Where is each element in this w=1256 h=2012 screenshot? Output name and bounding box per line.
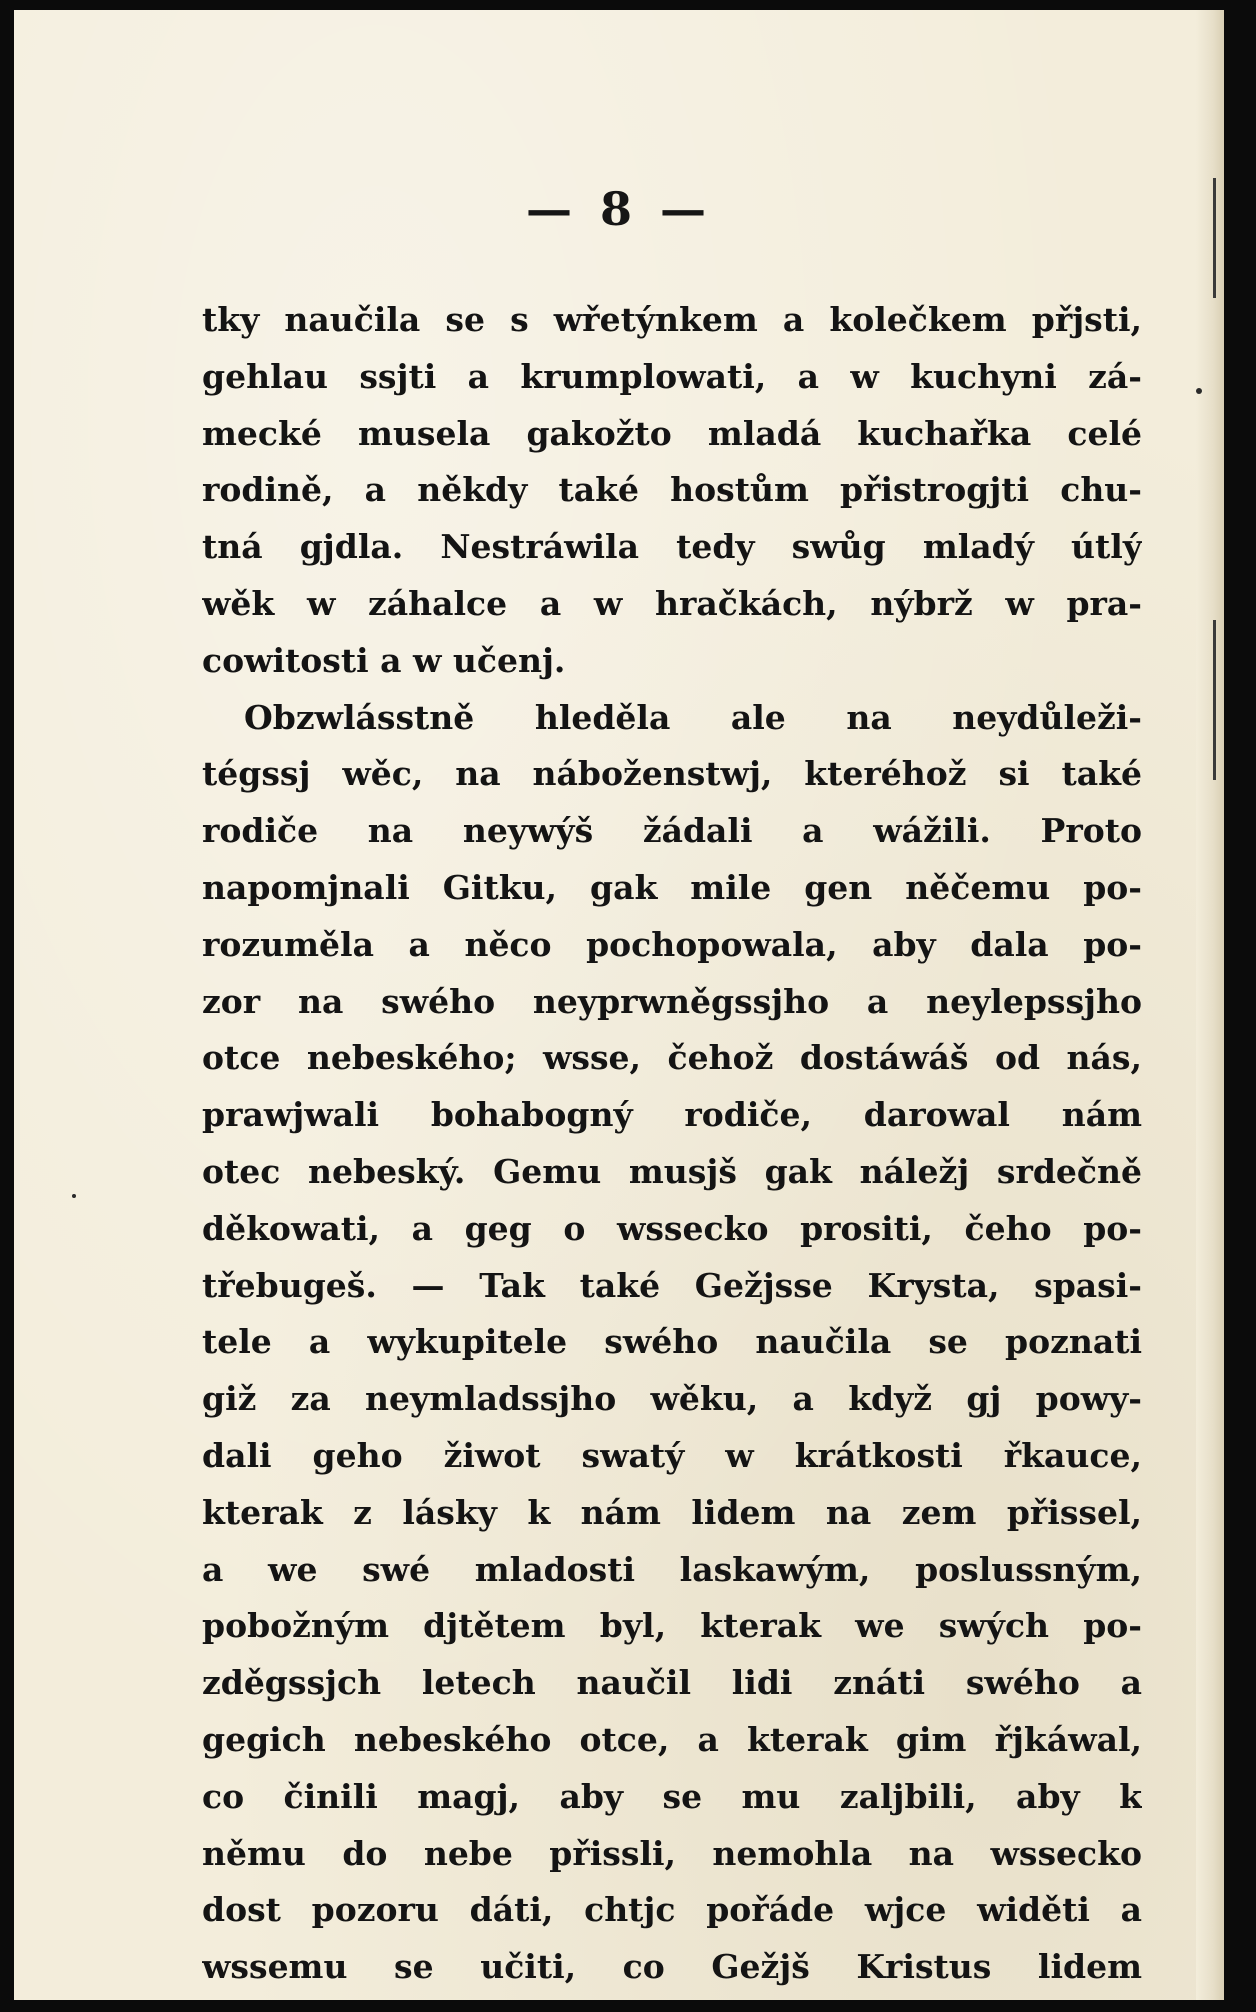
text-line: prawjwali bohabogný rodiče, darowal nám bbox=[202, 1095, 1142, 1135]
page-number: — 8 — bbox=[525, 182, 713, 236]
body-text bbox=[202, 292, 1142, 1996]
book-page bbox=[14, 10, 1224, 2000]
text-line: rodině, a někdy také hostům přistrogjti chu- bbox=[202, 470, 1142, 510]
edge-mark bbox=[1213, 620, 1216, 780]
text-line: tná gjdla. Nestráwila tedy swůg mladý útlý bbox=[202, 527, 1142, 567]
text-line: zor na swého neyprwněgssjho a neylepssjho bbox=[202, 981, 1142, 1021]
text-line: dali geho žiwot swatý w krátkosti řkauce, bbox=[202, 1435, 1142, 1475]
text-line: kterak z lásky k nám lidem na zem přissel, bbox=[202, 1492, 1142, 1532]
text-line: otce nebeského; wsse, čehož dostáwáš od nás, bbox=[202, 1038, 1142, 1078]
page-edge bbox=[1196, 10, 1224, 2000]
text-line: tele a wykupitele swého naučila se poznati bbox=[202, 1322, 1142, 1362]
text-line: pobožným djtětem byl, kterak we swých po- bbox=[202, 1606, 1142, 1646]
ink-speck bbox=[72, 1194, 76, 1198]
text-line: giž za neymladssjho wěku, a když gj powy- bbox=[202, 1379, 1142, 1419]
text-line: mecké musela gakožto mladá kuchařka celé bbox=[202, 413, 1142, 453]
text-line: děkowati, a geg o wssecko prositi, čeho po- bbox=[202, 1208, 1142, 1248]
text-line: Obzwlásstně hleděla ale na neydůleži- bbox=[244, 697, 1142, 737]
text-line: co činili magj, aby se mu zaljbili, aby k bbox=[202, 1776, 1142, 1816]
text-line: a we swé mladosti laskawým, poslussným, bbox=[202, 1549, 1142, 1589]
text-line: tky naučila se s wřetýnkem a kolečkem přjsti, bbox=[202, 300, 1142, 339]
text-line: tégssj wěc, na náboženstwj, kteréhož si také bbox=[202, 754, 1142, 794]
text-line: gegich nebeského otce, a kterak gim řjkáwal, bbox=[202, 1719, 1142, 1759]
text-line: rozuměla a něco pochopowala, aby dala po- bbox=[202, 924, 1142, 964]
text-line: napomjnali Gitku, gak mile gen něčemu po- bbox=[202, 867, 1142, 907]
text-line: cowitosti a w učenj. bbox=[202, 640, 566, 680]
text-line: dost pozoru dáti, chtjc pořáde wjce widěti a bbox=[202, 1890, 1142, 1930]
text-line: wssemu se učiti, co Gežjš Kristus lidem bbox=[202, 1947, 1142, 1987]
text-line: wěk w záhalce a w hračkách, nýbrž w pra- bbox=[202, 583, 1142, 623]
text-line: němu do nebe přissli, nemohla na wssecko bbox=[202, 1833, 1142, 1873]
text-line: otec nebeský. Gemu musjš gak náležj srdečně bbox=[202, 1151, 1142, 1191]
text-line: zděgssjch letech naučil lidi znáti swého a bbox=[202, 1663, 1142, 1703]
text-line: gehlau ssjti a krumplowati, a w kuchyni zá- bbox=[202, 356, 1142, 396]
text-line: rodiče na neywýš žádali a wážili. Proto bbox=[202, 811, 1142, 851]
ink-speck bbox=[1196, 388, 1202, 394]
text-line: třebugeš. — Tak také Gežjsse Krysta, spasi- bbox=[202, 1265, 1142, 1305]
